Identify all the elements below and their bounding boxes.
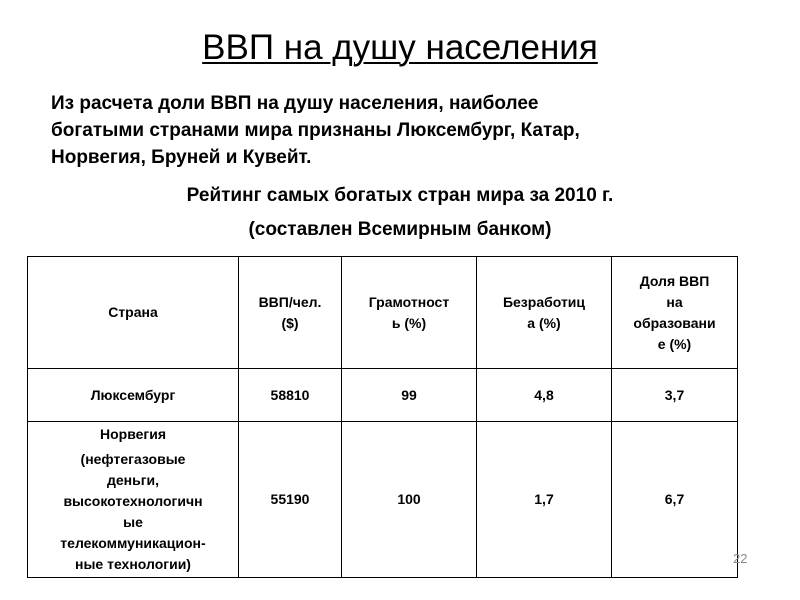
rating-title: Рейтинг самых богатых стран мира за 2010 г.: [186, 185, 614, 206]
cell-country: Люксембург: [28, 369, 239, 422]
country-note-line: деньги,: [106, 472, 160, 488]
slide-number: 22: [733, 551, 748, 566]
header-text: ($): [281, 314, 299, 331]
table-header-row: [28, 257, 738, 369]
header-text: е (%): [657, 335, 692, 352]
cell-unemployment: 4,8: [477, 369, 612, 422]
cell-literacy: 100: [342, 422, 477, 578]
header-text: Безработиц: [502, 293, 586, 310]
rating-source: (составлен Всемирным банком): [248, 219, 552, 240]
header-unemployment: [477, 257, 612, 369]
table-row: [28, 422, 738, 578]
cell-gdp: 55190: [239, 422, 342, 578]
table-row: [28, 369, 738, 422]
country-note-line: (нефтегазовые: [80, 451, 186, 467]
header-literacy: [342, 257, 477, 369]
country-note-line: ые: [123, 514, 143, 530]
header-text: на: [666, 293, 683, 310]
cell-education-share: 6,7: [612, 422, 738, 578]
cell-unemployment: 1,7: [477, 422, 612, 578]
intro-line: богатыми странами мира признаны Люксембург, Катар,: [51, 120, 580, 141]
intro-paragraph: [51, 90, 771, 171]
rating-table: [27, 256, 738, 578]
header-country: [28, 257, 239, 369]
header-text: ь (%): [391, 314, 427, 331]
country-note-line: телекоммуникацион-: [60, 535, 206, 551]
header-text: Доля ВВП: [639, 272, 710, 289]
header-education-share: [612, 257, 738, 369]
cell-education-share: 3,7: [612, 369, 738, 422]
intro-line: Норвегия, Бруней и Кувейт.: [51, 147, 312, 168]
slide-title: ВВП на душу населения: [202, 28, 598, 67]
intro-line: Из расчета доли ВВП на душу населения, наиболее: [51, 93, 539, 114]
header-text: Грамотност: [368, 293, 450, 310]
cell-country: [28, 422, 239, 578]
cell-literacy: 99: [342, 369, 477, 422]
country-note-line: ные технологии): [75, 556, 191, 572]
header-text: образовани: [633, 314, 716, 331]
cell-gdp: 58810: [239, 369, 342, 422]
country-note-line: высокотехнологичн: [63, 493, 203, 509]
country-name: Норвегия: [99, 426, 167, 442]
header-text: а (%): [527, 314, 561, 331]
header-text: ВВП/чел.: [258, 293, 322, 310]
header-text: Страна: [108, 304, 158, 320]
header-gdp: [239, 257, 342, 369]
